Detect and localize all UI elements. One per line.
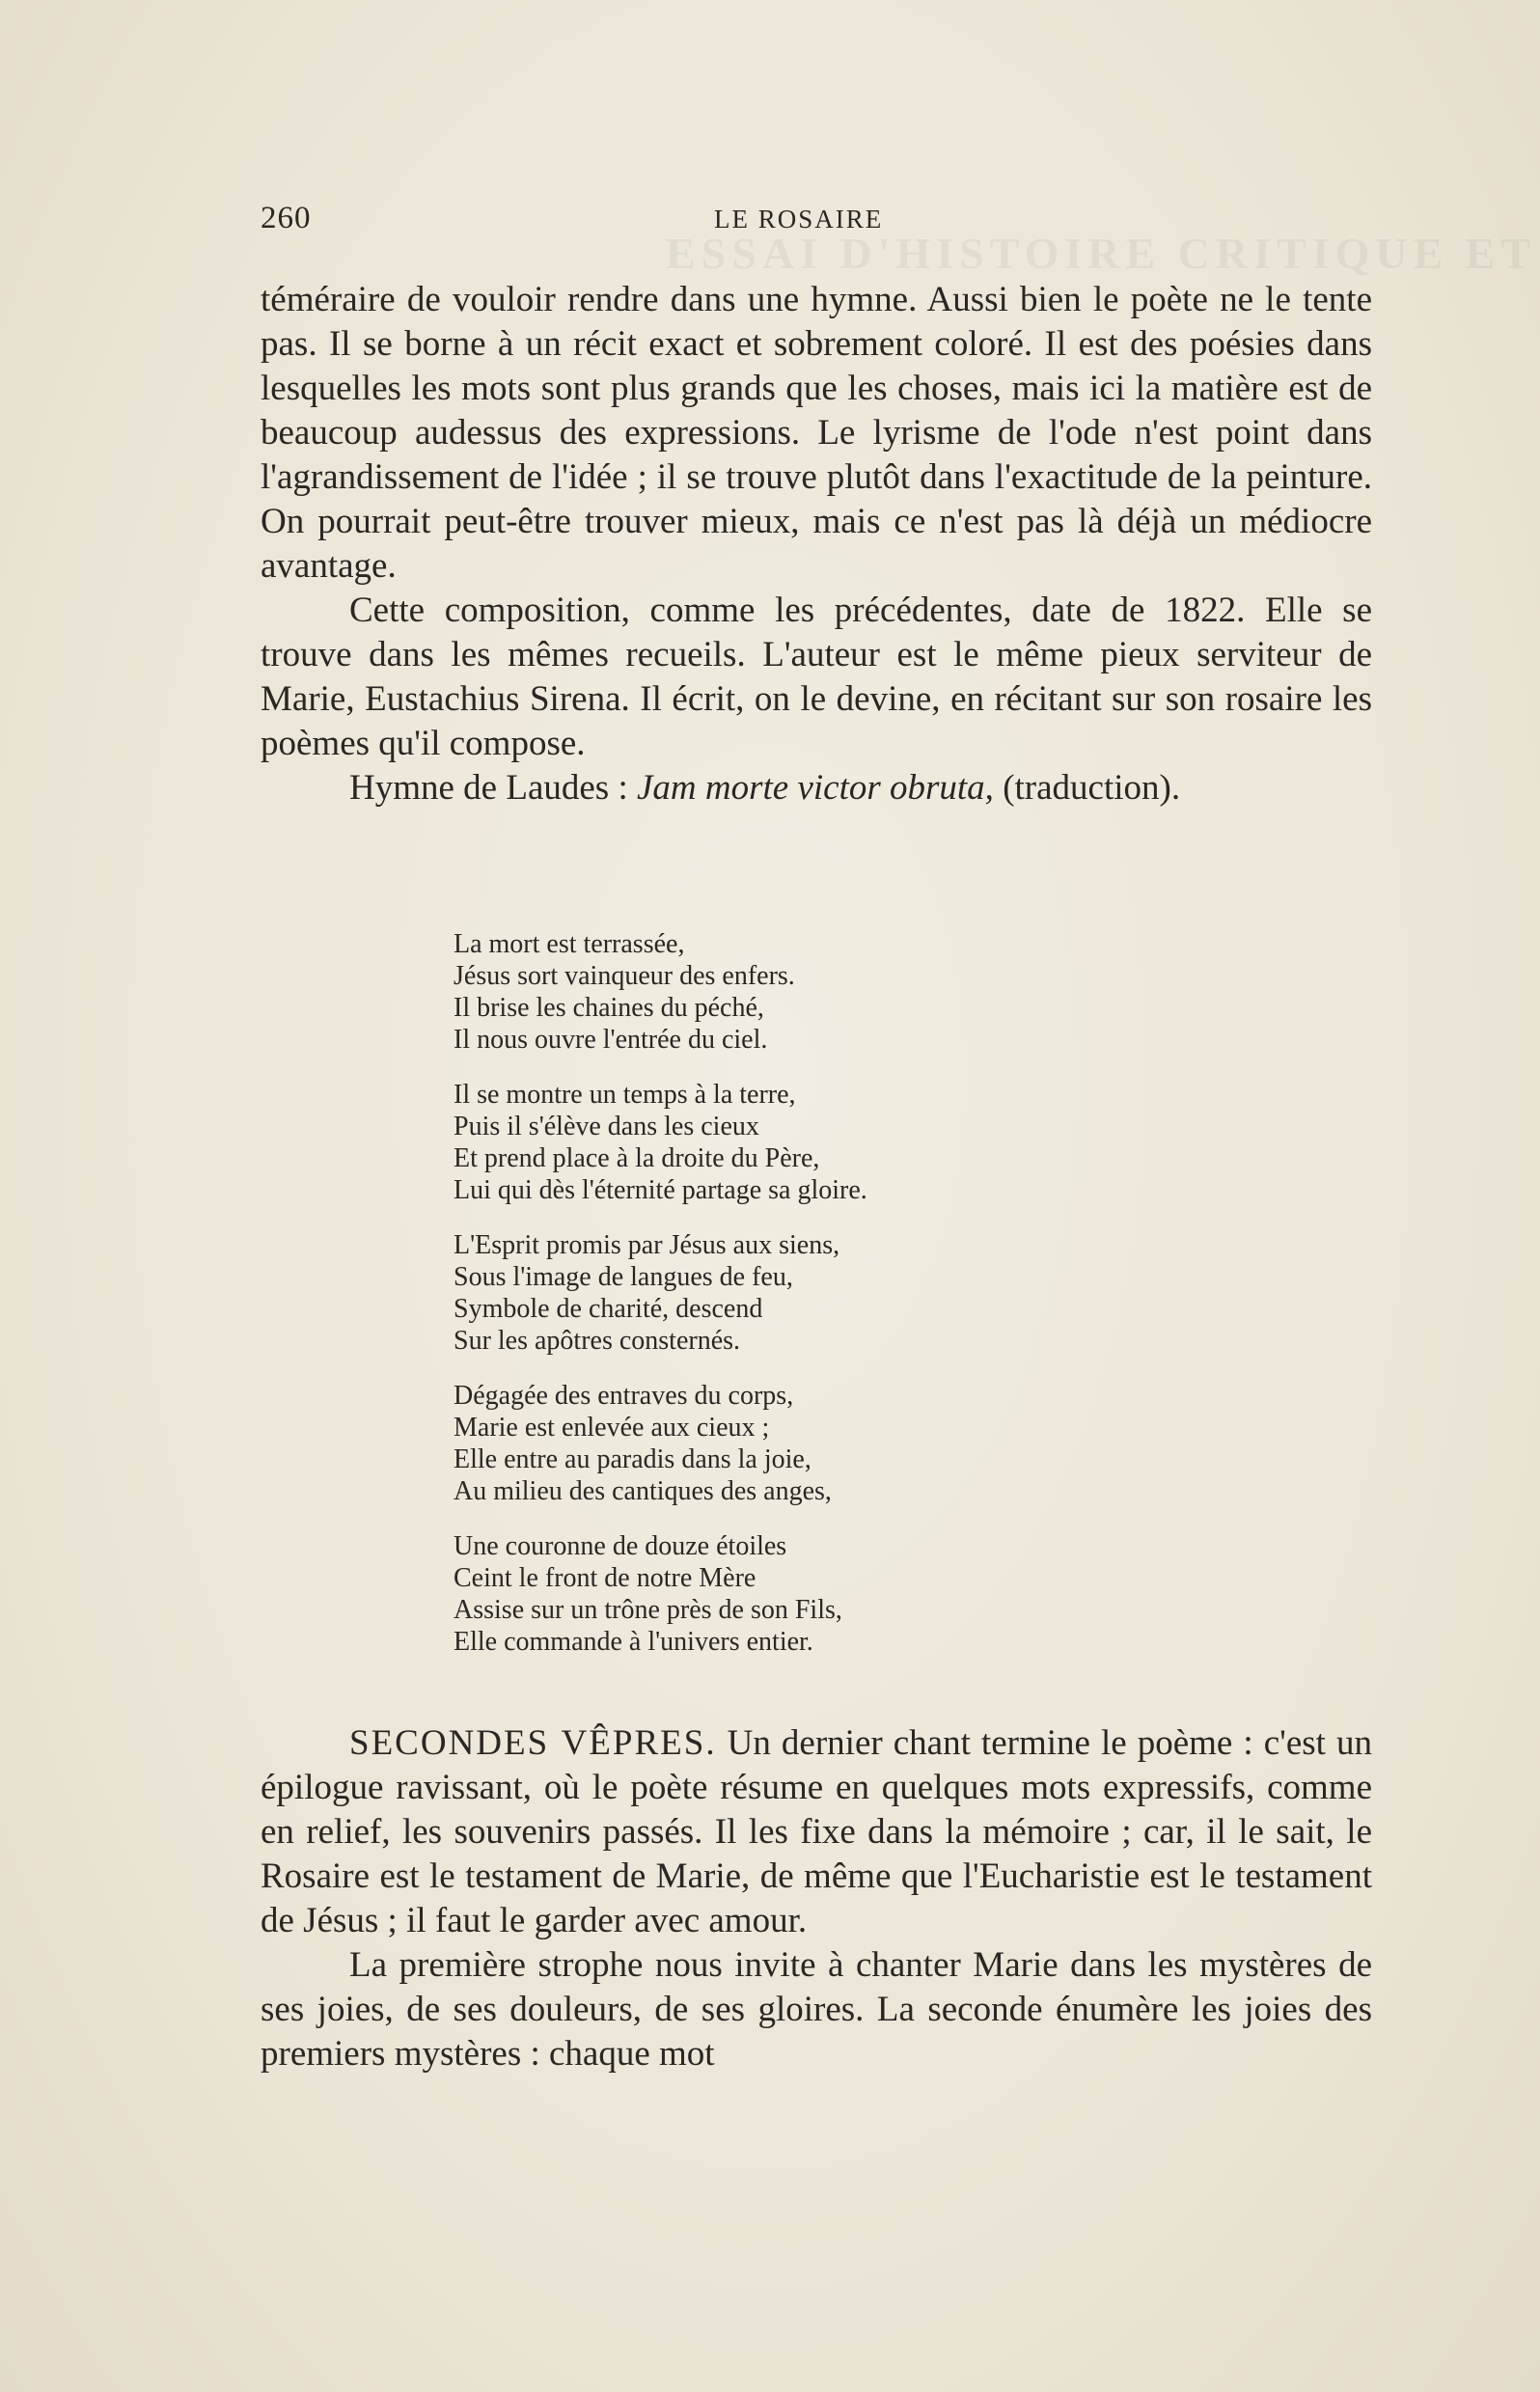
verse-line: Jésus sort vainqueur des enfers. (454, 961, 795, 991)
verse-line: Assise sur un trône près de son Fils, (454, 1595, 842, 1625)
stanza (454, 1079, 1148, 1206)
hymn-latin-title: Jam morte victor obruta, (636, 768, 994, 808)
verse-line: Il nous ouvre l'entrée du ciel. (454, 1025, 768, 1055)
verse-line: Sur les apôtres consternés. (454, 1326, 741, 1356)
paragraph-secondes-vepres (261, 1721, 1372, 1943)
paragraph-body: Un dernier chant termine le poème : c'est un épilogue ravissant, où le poète résume en quelques mots expressifs, comme en relief, les souvenirs passés. Il les fixe dans la mémoire ; car, il le sait, le Rosaire est le testament de Marie, de même que l'Eucharistie est le testament de Jésus ; il faut le garder avec amour. (261, 1723, 1372, 1940)
paragraph-first-strophe: La première strophe nous invite à chanter Marie dans les mystères de ses joies, de ses douleurs, de ses gloires. La seconde énumère les joies des premiers mystères : chaque mot (261, 1945, 1372, 2074)
section-lead-in: SECONDES VÊPRES. (349, 1723, 717, 1763)
hymn-prefix: Hymne de Laudes : (349, 768, 637, 808)
stanza (454, 928, 1148, 1056)
body-text-top (261, 278, 1372, 811)
verse-line: Elle commande à l'univers entier. (454, 1627, 813, 1657)
running-head (261, 201, 1380, 243)
verse-line: Une couronne de douze étoiles (454, 1531, 787, 1561)
stanza (454, 1229, 1148, 1357)
poem-translation (454, 928, 1148, 1681)
verse-line: Symbole de charité, descend (454, 1294, 763, 1324)
stanza (454, 1380, 1148, 1507)
running-title: LE ROSAIRE (714, 205, 884, 234)
hymn-suffix: (traduction). (993, 768, 1181, 808)
verse-line: Ceint le front de notre Mère (454, 1563, 756, 1593)
verse-line: L'Esprit promis par Jésus aux siens, (454, 1230, 840, 1260)
verse-line: Elle entre au paradis dans la joie, (454, 1444, 811, 1474)
verse-line: Dégagée des entraves du corps, (454, 1381, 794, 1411)
verse-line: Il brise les chaines du péché, (454, 993, 764, 1023)
page-number: 260 (261, 201, 312, 235)
verse-line: La mort est terrassée, (454, 929, 685, 959)
verse-line: Il se montre un temps à la terre, (454, 1080, 796, 1110)
verse-line: Au milieu des cantiques des anges, (454, 1476, 832, 1506)
verse-line: Puis il s'élève dans les cieux (454, 1112, 759, 1141)
paragraph-composition-date: Cette composition, comme les précédentes, date de 1822. Elle se trouve dans les mêmes recueils. L'auteur est le même pieux serviteur de Marie, Eustachius Sirena. Il écrit, on le devine, en récitant sur son rosaire les poèmes qu'il compose. (261, 591, 1372, 763)
verse-line: Lui qui dès l'éternité partage sa gloire. (454, 1175, 867, 1205)
verse-line: Sous l'image de langues de feu, (454, 1262, 793, 1292)
stanza (454, 1530, 1148, 1658)
verse-line: Et prend place à la droite du Père, (454, 1143, 820, 1173)
body-text-bottom (261, 1721, 1372, 2076)
paragraph-continuation: téméraire de vouloir rendre dans une hymne. Aussi bien le poète ne le tente pas. Il se borne à un récit exact et sobrement coloré. Il est des poésies dans lesquelles les mots sont plus grands que les choses, mais ici la matière est de beaucoup audessus des expressions. Le lyrisme de l'ode n'est point dans l'agrandissement de l'idée ; il se trouve plutôt dans l'exactitude de la peinture. On pourrait peut-être trouver mieux, mais ce n'est pas là déjà un médiocre avantage. (261, 280, 1372, 586)
paragraph-hymn-heading (261, 766, 1372, 811)
verse-line: Marie est enlevée aux cieux ; (454, 1413, 770, 1443)
